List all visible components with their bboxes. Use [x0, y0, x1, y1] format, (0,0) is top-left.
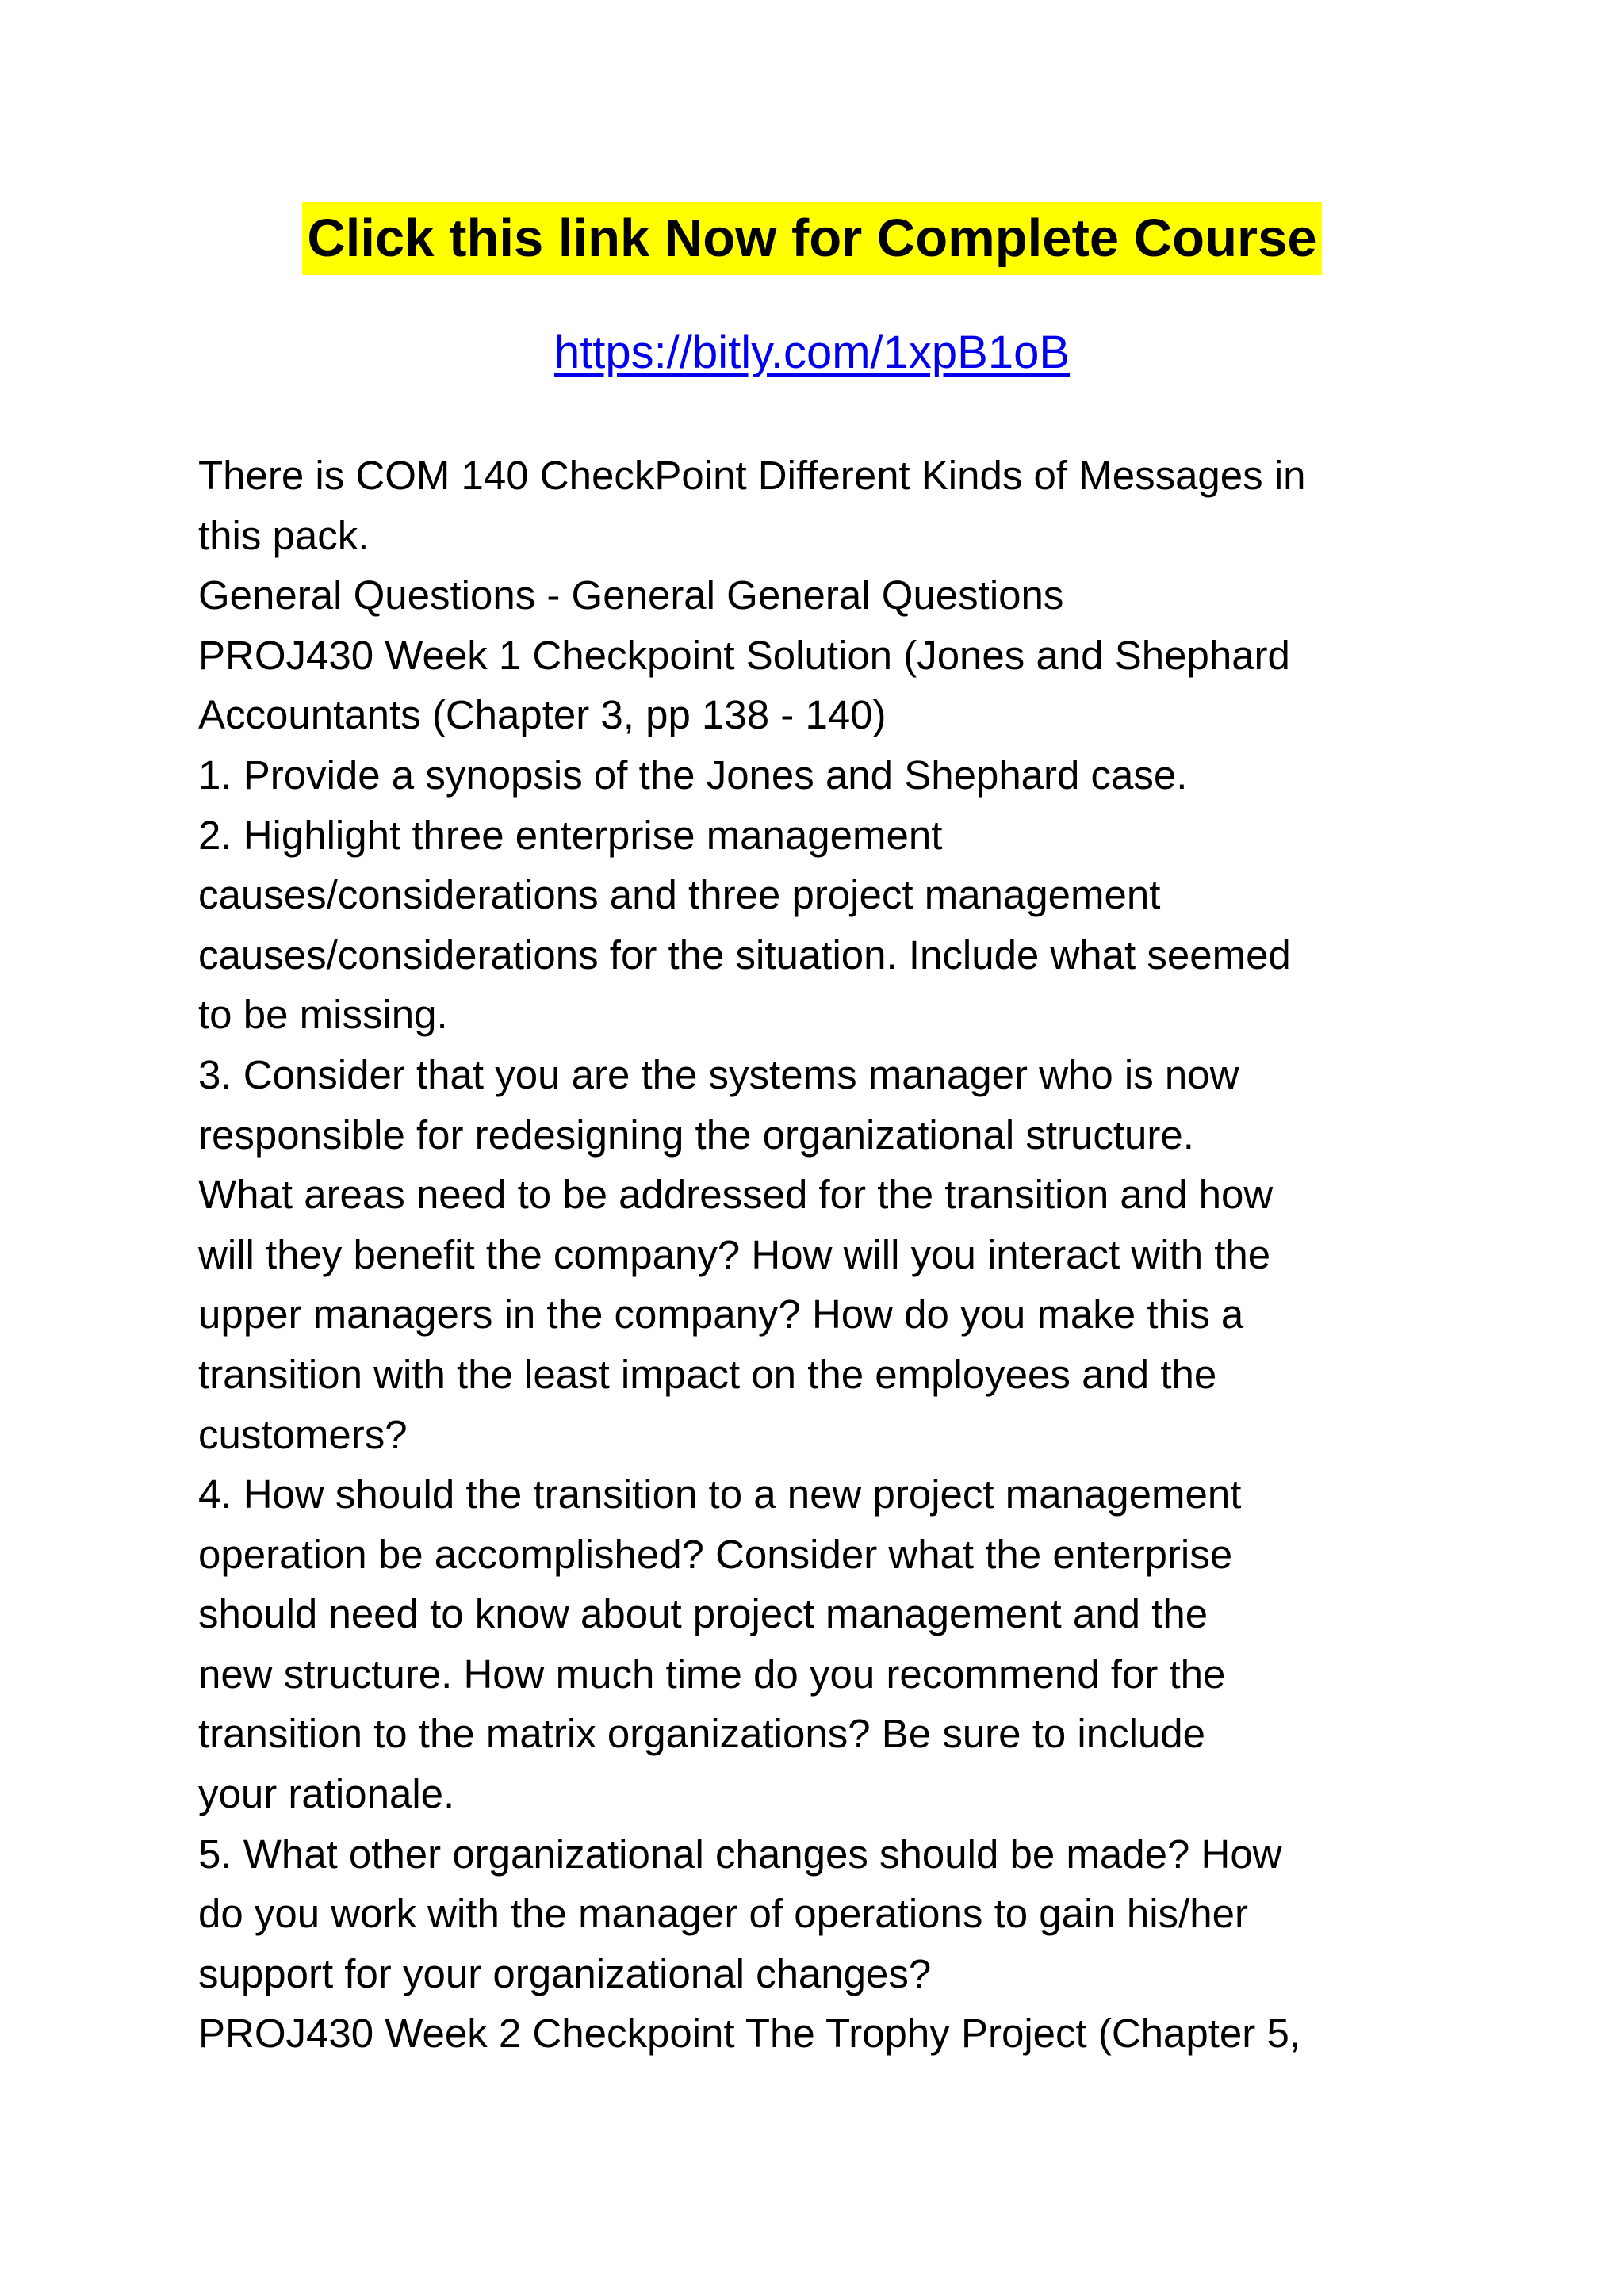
- text-line: 2. Highlight three enterprise management: [198, 812, 943, 858]
- link-container: [0, 321, 1624, 385]
- text-line: 1. Provide a synopsis of the Jones and Shephard case.: [198, 752, 1188, 798]
- text-line: What areas need to be addressed for the transition and how: [198, 1172, 1274, 1218]
- text-line: causes/considerations for the situation. Include what seemed: [198, 932, 1291, 978]
- text-line: operation be accomplished? Consider what the enterprise: [198, 1531, 1233, 1577]
- body-text: [198, 446, 1467, 2064]
- text-line: PROJ430 Week 1 Checkpoint Solution (Jones and Shephard: [198, 632, 1290, 678]
- page-title-highlighted[interactable]: Click this link Now for Complete Course: [302, 202, 1321, 275]
- text-line: causes/considerations and three project management: [198, 872, 1161, 918]
- text-line: 3. Consider that you are the systems manager who is now: [198, 1051, 1239, 1097]
- text-line: Accountants (Chapter 3, pp 138 - 140): [198, 692, 887, 738]
- text-line: 5. What other organizational changes should be made? How: [198, 1831, 1282, 1877]
- heading-container: [0, 202, 1624, 275]
- text-line: should need to know about project management and the: [198, 1591, 1208, 1637]
- course-link[interactable]: https://bitly.com/1xpB1oB: [553, 327, 1071, 378]
- text-line: will they benefit the company? How will you interact with the: [198, 1231, 1271, 1277]
- text-line: new structure. How much time do you recommend for the: [198, 1651, 1226, 1697]
- text-line: There is COM 140 CheckPoint Different Kinds of Messages in: [198, 453, 1306, 498]
- text-line: your rationale.: [198, 1771, 455, 1817]
- text-line: to be missing.: [198, 992, 448, 1038]
- text-line: General Questions - General General Questions: [198, 572, 1064, 618]
- text-line: responsible for redesigning the organizational structure.: [198, 1112, 1194, 1158]
- text-line: transition to the matrix organizations? Be sure to include: [198, 1711, 1206, 1757]
- text-line: transition with the least impact on the employees and the: [198, 1351, 1217, 1397]
- text-line: this pack.: [198, 512, 370, 558]
- text-line: support for your organizational changes?: [198, 1950, 932, 1996]
- text-line: 4. How should the transition to a new project management: [198, 1471, 1242, 1517]
- text-line: customers?: [198, 1411, 408, 1457]
- text-line: do you work with the manager of operations to gain his/her: [198, 1891, 1248, 1937]
- text-line: upper managers in the company? How do you make this a: [198, 1292, 1244, 1337]
- text-line: PROJ430 Week 2 Checkpoint The Trophy Project (Chapter 5,: [198, 2011, 1300, 2057]
